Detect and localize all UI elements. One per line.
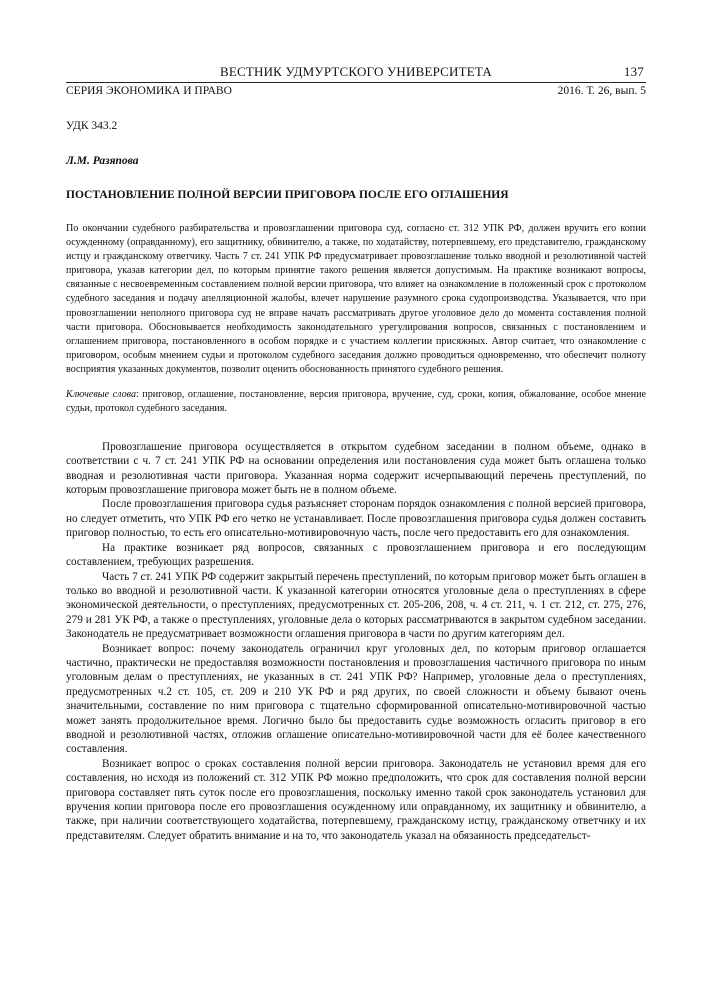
series-name: СЕРИЯ ЭКОНОМИКА И ПРАВО (66, 85, 232, 97)
author-name: Л.М. Разяпова (66, 155, 139, 167)
body-paragraph: На практике возникает ряд вопросов, связанных с провозглашением приговора и его последующим составлением, требующих разрешения. (66, 541, 646, 569)
body-paragraph: Возникает вопрос о сроках составления полной версии приговора. Законодатель не установил время для его составления, но исходя из положений ст. 312 УПК РФ можно предположить, что срок для составления полной версии приговора составляет пять суток после его провозглашения, поскольку именно такой срок законодатель установил для вручения копии приговора после его провозглашения осужденному или оправданному, их защитнику и обвинителю, а также, при наличии соответствующего ходатайства, потерпевшему, гражданскому истцу, гражданскому ответчику и их представителям. Следует обратить внимание и на то, что законодатель указал на обязанность председательст- (66, 757, 646, 842)
keywords-list: : приговор, оглашение, постановление, версия приговора, вручение, суд, сроки, копия, обжалование, особое мнение судьи, протокол судебного заседания. (66, 389, 647, 414)
body-paragraph: Часть 7 ст. 241 УПК РФ содержит закрытый перечень преступлений, по которым приговор может быть оглашен в только во вводной и резолютивной части. К указанной категории относятся уголовные дела о преступлениях в сфере экономической деятельности, о преступлениях, предусмотренных ст. 205-206, 208, ч. 4 ст. 211, ч. 1 ст. 212, ст. 275, 276, 279 и 281 УК РФ, а также о преступлениях, уголовные дела о которых рассматриваются в закрытом судебном заседании. Законодатель не предусматривает возможности оглашения приговора в части по другим категориям дел. (66, 570, 646, 641)
keywords (66, 388, 646, 416)
header-divider (66, 82, 646, 83)
page-number: 137 (623, 64, 644, 79)
journal-title: ВЕСТНИК УДМУРТСКОГО УНИВЕРСИТЕТА (219, 64, 492, 79)
series-line (66, 84, 646, 98)
abstract: По окончании судебного разбирательства и провозглашении приговора суд, согласно ст. 312 УПК РФ, должен вручить его копии осужденному (оправданному), его защитнику, обвинителю, а также, по ходатайству, потерпевшему, его представителю, гражданскому истцу и гражданскому ответчику. Часть 7 ст. 241 УПК РФ предусматривает провозглашение только вводной и резолютивной частей приговора, указав категории дел, по которым принятие такого решения является допустимым. На практике возникают вопросы, связанные с несвоевременным составлением полной версии приговора, что влияет на ознакомление в положенный срок с протоколом судебного заседания и подачу апелляционной жалобы, влечет нарушение разумного срока судопроизводства. Указывается, что при провозглашении неполного приговора суд не вправе начать рассматривать другое уголовное дело до момента составления полной части приговора. Обосновывается необходимость законодательного урегулирования вопросов, связанных с постановлением и оглашением приговора, постановленного в особом порядке и с участием коллегии присяжных. Автор считает, что ознакомление с приговором, особым мнением судьи и протоколом судебного заседания должно проводиться одновременно, что обеспечит полноту восприятия указанных документов, позволит оценить обоснованность принятого судебного решения. (66, 223, 646, 375)
article-title: ПОСТАНОВЛЕНИЕ ПОЛНОЙ ВЕРСИИ ПРИГОВОРА ПОСЛЕ ЕГО ОГЛАШЕНИЯ (66, 189, 509, 201)
issue-info: 2016. Т. 26, вып. 5 (557, 85, 646, 97)
article-body (66, 440, 646, 843)
keywords-label: Ключевые слова (66, 389, 136, 401)
body-paragraph: После провозглашения приговора судья разъясняет сторонам порядок ознакомления с полной версией приговора, но следует отметить, что УПК РФ его четко не устанавливает. После провозглашения приговора судья должен составить приговор полностью, то есть его описательно-мотивировочную часть, после чего предоставить его для ознакомления. (66, 498, 646, 540)
body-paragraph: Возникает вопрос: почему законодатель ограничил круг уголовных дел, по которым приговор оглашается частично, практически не предоставляя возможности постановления и провозглашения частичного приговора по иным уголовным делам о преступлениях, не указанных в ст. 241 УПК РФ? Например, уголовные дела о преступлениях, предусмотренных ч.2 ст. 105, ст. 209 и 210 УК РФ и ряд других, по своей сложности и объему бывают очень значительными, составление по ним приговора с тщательно сформированной описательно-мотивировочной частью может занять продолжительное время. Логично было бы предоставить судье возможность огласить приговор в его вводной и резолютивной частях, отложив оглашение описательно-мотивировочной части для её более качественного составления. (66, 642, 646, 756)
journal-page (66, 64, 646, 843)
running-header (66, 64, 646, 80)
body-paragraph: Провозглашение приговора осуществляется в открытом судебном заседании в полном объеме, однако в соответствии с ч. 7 ст. 241 УПК РФ на основании определения или постановления суда может быть оглашена только вводная и резолютивная части приговора. Указанная норма содержит исчерпывающий перечень преступлений, по которым провозглашение приговора может быть не в полном объеме. (66, 440, 646, 497)
udc-code: УДК 343.2 (66, 120, 118, 132)
